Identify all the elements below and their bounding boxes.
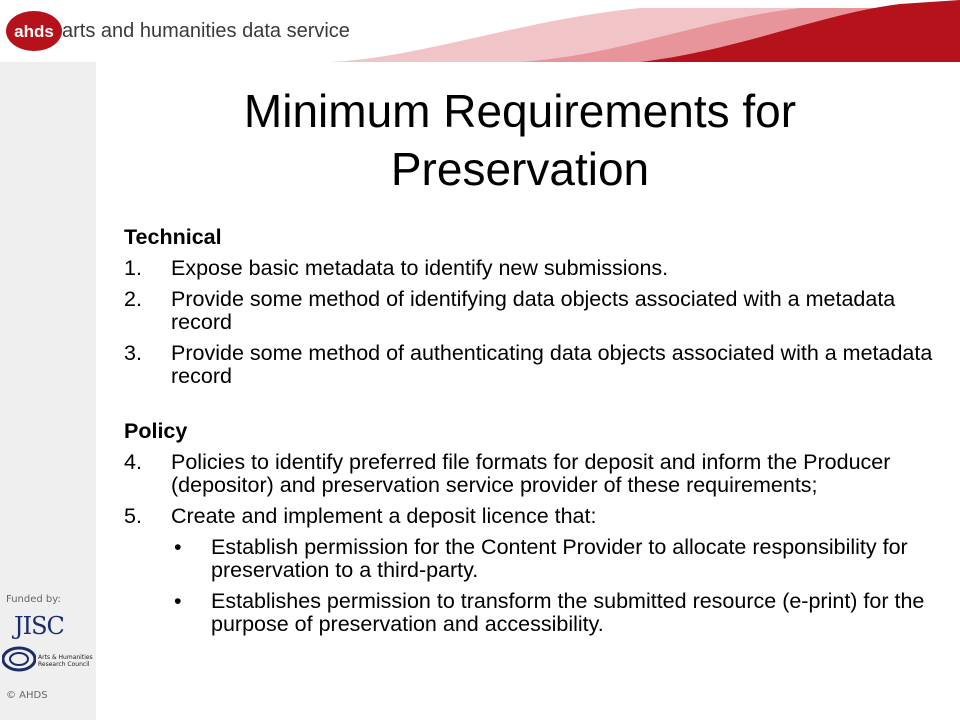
list-item-text: Provide some method of identifying data objects associated with a metadata record xyxy=(171,287,896,334)
list-number: 4. xyxy=(124,450,142,474)
list-number: 1. xyxy=(124,256,142,280)
bullet-item-text: Establish permission for the Content Provider to allocate responsibility for preservation to a third-party. xyxy=(211,535,908,582)
bullet-item xyxy=(124,590,934,636)
title-line-2: Preservation xyxy=(390,143,650,195)
list-item xyxy=(124,505,934,528)
list-number: 5. xyxy=(124,504,142,528)
ahrc-line-2: Research Council xyxy=(38,661,90,668)
list-number: 2. xyxy=(124,287,142,311)
ahrc-logo-icon xyxy=(2,646,36,672)
slide-title xyxy=(120,82,920,198)
list-item xyxy=(124,257,934,280)
header-logo-text: arts and humanities data service xyxy=(62,20,350,42)
funded-by-label: Funded by: xyxy=(6,594,61,605)
list-item-text: Policies to identify preferred file formats for deposit and inform the Producer (depositor) and preservation service provider of these requirements; xyxy=(171,450,891,497)
slide-content xyxy=(124,226,934,644)
title-line-1: Minimum Requirements for xyxy=(243,85,797,137)
ahds-logo-letters: ahds xyxy=(14,22,54,41)
list-number: 3. xyxy=(124,341,142,365)
bullet-icon: • xyxy=(174,535,182,559)
bullet-icon: • xyxy=(174,589,182,613)
header-banner xyxy=(0,0,960,62)
list-item-text: Provide some method of authenticating data objects associated with a metadata record xyxy=(171,341,933,388)
list-item-text: Expose basic metadata to identify new submissions. xyxy=(171,256,669,280)
copyright-notice: © AHDS xyxy=(6,690,48,701)
section-heading-policy: Policy xyxy=(124,419,188,443)
list-item xyxy=(124,342,934,388)
bullet-item-text: Establishes permission to transform the submitted resource (e-print) for the purpose of preservation and accessibility. xyxy=(211,589,925,636)
section-spacer xyxy=(124,396,934,420)
list-item xyxy=(124,451,934,497)
section-heading-technical: Technical xyxy=(124,225,222,249)
ahrc-logo-text xyxy=(38,654,98,668)
list-item xyxy=(124,288,934,334)
ahrc-line-1: Arts & Humanities xyxy=(38,654,93,661)
jisc-logo: JISC xyxy=(14,612,64,640)
bullet-item xyxy=(124,536,934,582)
list-item-text: Create and implement a deposit licence that: xyxy=(171,504,597,528)
